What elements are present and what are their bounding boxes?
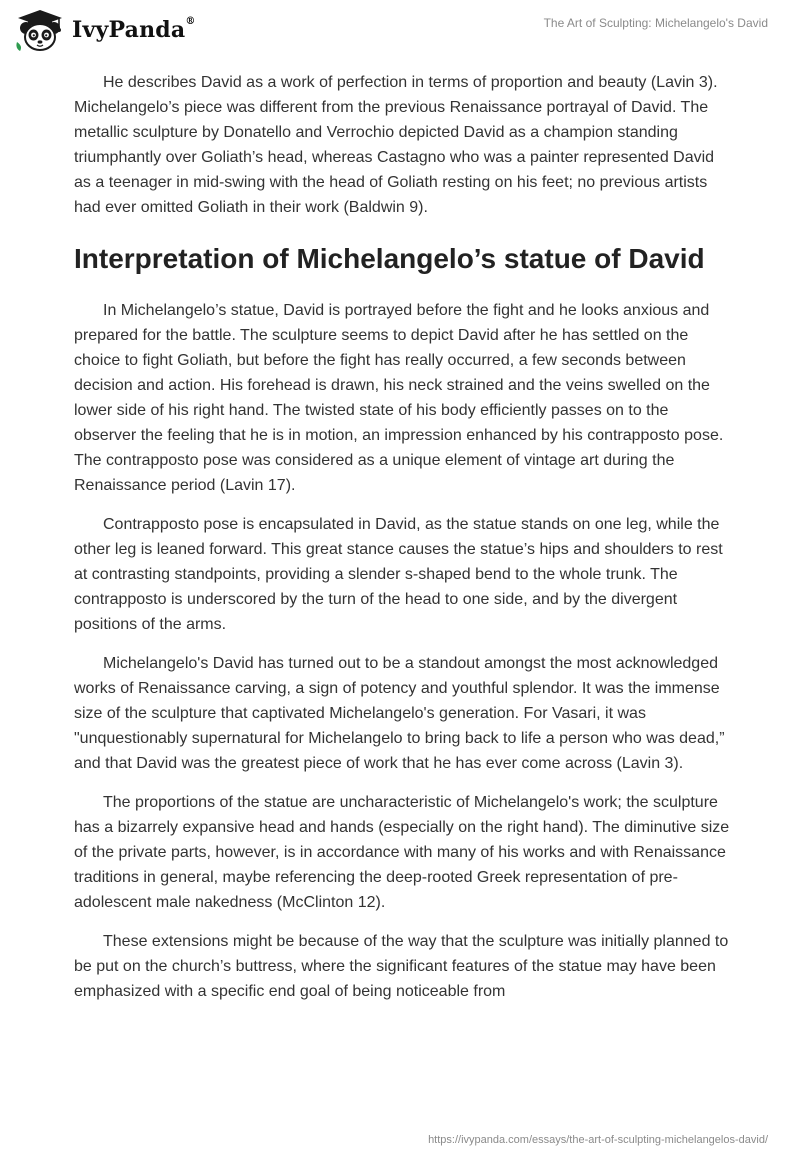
paragraph: Contrapposto pose is encapsulated in David, as the statue stands on one leg, while the other leg is leaned forward. This great stance causes the statue’s hips and shoulders to rest at contrasting standpoints, providing a slender s-shaped bend to the whole trunk. The contrapposto is underscored by the turn of the head to one side, and by the divergent positions of the arms. [74, 516, 723, 633]
paragraph: Michelangelo's David has turned out to be a standout amongst the most acknowledged works of Renaissance carving, a sign of potency and youthful splendor. It was the immense size of the sculpture that captivated Michelangelo's generation. For Vasari, it was "unquestionably supernatural for Michelangelo to bring back to life a person who was dead,” and that David was the greatest piece of work that he has ever come across (Lavin 3). [74, 655, 725, 772]
brand-name [72, 16, 196, 43]
ivypanda-logo[interactable] [14, 8, 196, 52]
article-body [74, 70, 734, 1018]
paragraph: These extensions might be because of the way that the sculpture was initially planned to be put on the church’s buttress, where the significant features of the statue may have been emphasized with a specific end goal of being noticeable from [74, 933, 729, 1000]
paragraph: The proportions of the statue are uncharacteristic of Michelangelo's work; the sculpture has a bizarrely expansive head and hands (especially on the right hand). The diminutive size of the private parts, however, is in accordance with many of his works and with Renaissance traditions in general, maybe referencing the deep-rooted Greek representation of pre-adolescent male nakedness (McClinton 12). [74, 794, 730, 911]
panda-graduate-icon [14, 8, 66, 52]
section-heading: Interpretation of Michelangelo’s statue of David [74, 243, 705, 274]
paragraph: In Michelangelo’s statue, David is portrayed before the fight and he looks anxious and prepared for the battle. The sculpture seems to depict David after he has settled on the choice to fight Goliath, but before the fight has really occurred, a few seconds between decision and action. His forehead is drawn, his neck strained and the veins swelled on the lower side of his right hand. The twisted state of his body efficiently passes on to the observer the feeling that he is in motion, an impression enhanced by his contrapposto pose. The contrapposto pose was considered as a unique element of vintage art during the Renaissance period (Lavin 17). [74, 302, 724, 494]
document-title: The Art of Sculpting: Michelangelo's David [543, 16, 768, 30]
page-header [0, 0, 800, 80]
paragraph-intro: He describes David as a work of perfection in terms of proportion and beauty (Lavin 3). Michelangelo’s piece was different from the previous Renaissance portrayal of David. The metallic sculpture by Donatello and Verrochio depicted David as a champion standing triumphantly over Goliath’s head, whereas Castagno who was a painter represented David as a teenager in mid-swing with the head of Goliath resting on his feet; no previous artists had ever omitted Goliath in their work (Baldwin 9). [74, 74, 718, 216]
source-url[interactable]: https://ivypanda.com/essays/the-art-of-sculpting-michelangelos-david/ [428, 1134, 768, 1146]
brand-name-text: IvyPanda [72, 17, 186, 43]
registered-mark: ® [185, 16, 196, 27]
